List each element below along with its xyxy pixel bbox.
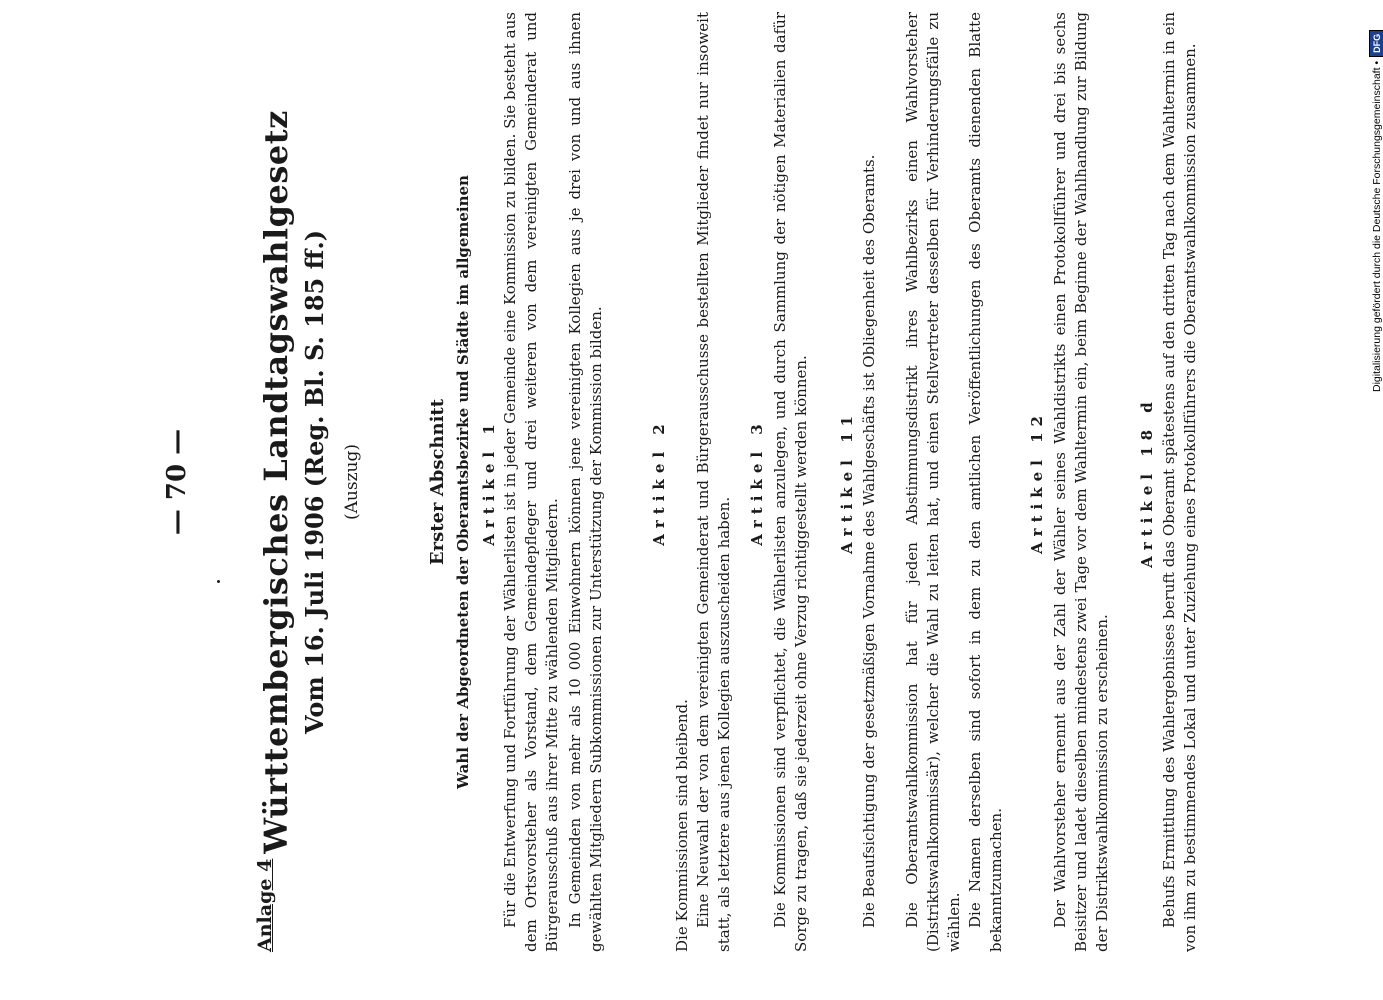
section-heading: Erster Abschnitt [427, 398, 448, 566]
article-heading: Artikel 2 [650, 418, 668, 546]
article-paragraph: Der Wahlvorsteher ernennt aus der Zahl der Wähler seines Wahldistrikts einen Protokollführer und drei bis sechs Beisitzer und ladet dieselben mindestens zwei Tage vor dem Wahltermin ein, beim Beginne der Wahlhandlung zur Bildung der Distriktswahlkommission zu erscheinen. [1051, 12, 1111, 952]
article-paragraph: Die Beaufsichtigung der gesetzmäßigen Vornahme des Wahlgeschäfts ist Obliegenheit des Oberamts. [860, 154, 878, 928]
article-paragraph: Die Oberamtswahlkommission hat für jeden Abstimmungsdistrikt ihres Wahlbezirks einen Wahlvorsteher (Distriktswahlkommissär), welcher die Wahl zu leiten hat, und einen Stellvertreter desselben für Verhinderungsfälle zu wählen. [903, 12, 963, 952]
article-paragraph: Für die Entwerfung und Fortführung der Wählerlisten ist in jeder Gemeinde eine Kommission zu bilden. Sie besteht aus dem Ortsvorsteher als Vorstand, dem Gemeindepfleger und drei weiteren von dem vereinigten Gemeinderat und Bürgerausschuß aus ihrer Mitte zu wählenden Mitgliedern. [501, 12, 561, 952]
scan-speck [217, 580, 220, 583]
digitization-text: Digitalisierung gefördert durch die Deutsche Forschungsgemeinschaft • [1371, 60, 1383, 392]
anlage-label: Anlage 4 [254, 858, 276, 952]
document-title: Württembergisches Landtagswahlgesetz [257, 110, 295, 854]
article-heading: Artikel 12 [1028, 410, 1046, 554]
article-paragraph: Behufs Ermittlung des Wahlergebnisses beruft das Oberamt spätestens auf den dritten Tag nach dem Wahltermin in ein von ihm zu bestimmendes Lokal und unter Zuziehung eines Protokollführers die Oberamtswahlkommission zusammen. [1160, 12, 1199, 952]
article-heading: Artikel 3 [748, 418, 766, 546]
auszug-note: (Auszug) [342, 444, 362, 521]
article-paragraph: Eine Neuwahl der von dem vereinigten Gemeinderat und Bürgerausschusse bestellten Mitglieder findet nur insoweit statt, als letztere aus jenen Kollegien auszuscheiden haben. [694, 12, 733, 952]
digitization-note [1370, 12, 1383, 392]
document-subtitle: Vom 16. Juli 1906 (Reg. Bl. S. 185 ff.) [300, 229, 329, 735]
rotated-document-page [162, 12, 1242, 952]
article-paragraph: Die Kommissionen sind bleibend. [673, 699, 691, 952]
page-number: — 70 — [162, 428, 192, 536]
article-heading: Artikel 18 d [1138, 396, 1156, 568]
article-paragraph: Die Namen derselben sind sofort in dem zu den amtlichen Veröffentlichungen des Oberamts dienenden Blatte bekanntzumachen. [966, 12, 1005, 952]
article-heading: Artikel 11 [838, 410, 856, 554]
section-subheading: Wahl der Abgeordneten der Oberamtsbezirke und Städte im allgemeinen [454, 175, 472, 789]
article-paragraph: Die Kommissionen sind verpflichtet, die Wählerlisten anzulegen, und durch Sammlung der nötigen Materialien dafür Sorge zu tragen, daß sie jederzeit ohne Verzug richtiggestellt werden können. [771, 12, 810, 952]
article-heading: Artikel 1 [480, 418, 498, 546]
dfg-logo: DFG [1369, 30, 1383, 57]
article-paragraph: In Gemeinden von mehr als 10 000 Einwohnern können jene vereinigten Kollegien aus je drei von und aus ihnen gewählten Mitgliedern Subkommissionen zur Unterstützung der Kommission bilden. [566, 12, 605, 952]
